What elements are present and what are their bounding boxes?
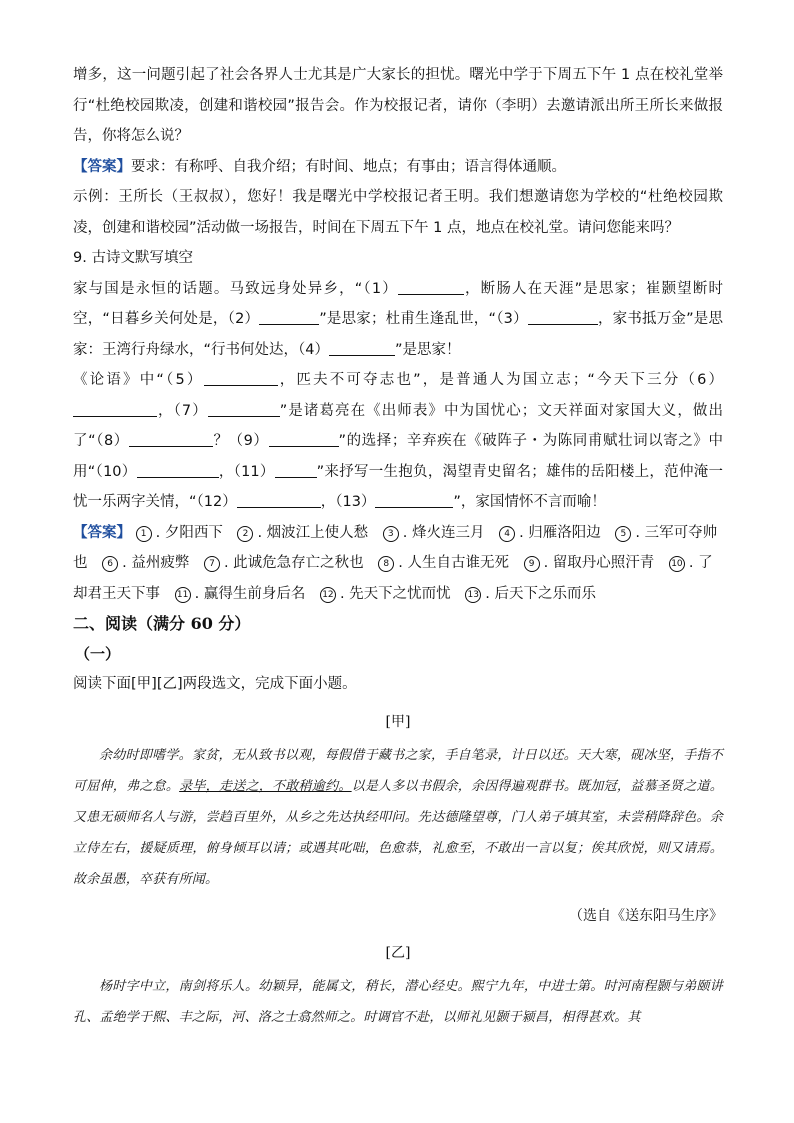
answer-item: 11 . 赢得生前身后名 (175, 586, 306, 602)
circled-number-6: 6 (102, 556, 118, 572)
circled-number-7: 7 (204, 556, 220, 572)
answer-item: 6 . 益州疲弊 (102, 555, 189, 571)
q9-text: ”是思家；杜甫生逢乱世，“（3） (319, 311, 528, 327)
answer-item: 2 . 烟波江上使人愁 (237, 525, 368, 541)
blank-3[interactable] (528, 308, 598, 325)
q9-text: ，匹夫不可夺志也”，是普通人为国立志；“今天下三分（6） (277, 372, 723, 388)
blank-7[interactable] (208, 400, 280, 417)
answer-item: 3 . 烽火连三月 (383, 525, 485, 541)
passage-jia-source: （选自《送东阳马生序》 (569, 907, 723, 924)
answer-item: 12 . 先天下之忧而忧 (320, 586, 451, 602)
blank-4[interactable] (329, 339, 395, 356)
answer-item: 4 . 归雁洛阳边 (499, 525, 601, 541)
passage-jia-label: [甲] (385, 713, 411, 730)
answer-item: 8 . 人生自古谁无死 (378, 555, 509, 571)
q9-text: ”，家国情怀不言而喻！ (453, 494, 606, 510)
q9-paragraph-1 (73, 274, 723, 366)
q9-text: ”是诸葛亮在《出师表》中为国忧心；文天祥面对家国大义，做出了“（8） (73, 402, 723, 449)
answer-item: 13 . 后天下之乐而乐 (465, 586, 596, 602)
blank-13[interactable] (375, 491, 453, 508)
circled-number-11: 11 (175, 587, 191, 603)
blank-5[interactable] (204, 369, 278, 386)
blank-8[interactable] (129, 430, 213, 447)
q9-text: ”是思家！ (395, 341, 461, 358)
q9-paragraph-2 (73, 365, 723, 518)
section-heading: 二、阅读（满分 60 分） (73, 614, 251, 633)
passage-jia: 余幼时即嗜学。家贫，无从致书以观，每假借于藏书之家，手自笔录，计日以还。天大寒，砚冰坚，手指不可屈伸，弗之怠。录毕，走送之，不敢稍逾约。以是人多以书假余，余因得遍观群书。既加冠，益慕圣贤之道。又患无硕师名人与游，尝趋百里外，从乡之先达执经叩问。先达德隆望尊，门人弟子填其室，未尝稍降辞色。余立侍左右，援疑质理，俯身倾耳以请；或遇其叱咄，色愈恭，礼愈至，不敢出一言以复；俟其欣悦，则又请焉。故余虽愚，卒获有所闻。 (73, 747, 723, 887)
q8-question-text: 增多，这一问题引起了社会各界人士尤其是广大家长的担忧。曙光中学于下周五下午 1 点在校礼堂举行“杜绝校园欺凌，创建和谐校园”报告会。作为校报记者，请你（李明）去邀请派出所王所长来做报告，你将怎么说？ (73, 67, 723, 144)
blank-11[interactable] (275, 461, 317, 478)
blank-12[interactable] (237, 491, 321, 508)
blank-1[interactable] (398, 278, 464, 295)
answer-item: 1 . 夕阳西下 (136, 525, 223, 541)
q9-text: 家与国是永恒的话题。马致远身处异乡，“（1） (73, 280, 398, 297)
circled-number-2: 2 (237, 526, 253, 542)
answer-item: 9 . 留取丹心照汗青 (524, 555, 655, 571)
circled-number-4: 4 (499, 526, 515, 542)
document-page (73, 60, 723, 1033)
circled-number-8: 8 (378, 556, 394, 572)
circled-number-1: 1 (136, 526, 152, 542)
blank-10[interactable] (137, 461, 219, 478)
q9-text: ”的选择；辛弃疾在《破阵子・为陈同甫赋壮词以寄之》中用“（10） (73, 433, 723, 480)
q8-example: 示例：王所长（王叔叔），您好！我是曙光中学校报记者王明。我们想邀请您为学校的“杜绝校园欺凌，创建和谐校园”活动做一场报告，时间在下周五下午 1 点，地点在校礼堂。请问您能来吗？ (73, 189, 723, 236)
q9-text: ，（13） (320, 494, 376, 510)
passage-yi-label: [乙] (385, 944, 411, 961)
circled-number-13: 13 (465, 587, 481, 603)
answer-label: 【答案】 (73, 158, 131, 175)
blank-2[interactable] (259, 308, 319, 325)
q9-text: ，（11） (218, 463, 275, 480)
answer-item: 10 . 了却君王天下事 (73, 555, 713, 602)
answer-item: 5 . 三军可夺帅也 (73, 524, 718, 571)
q9-text: ，（7） (157, 402, 208, 419)
circled-number-10: 10 (669, 556, 685, 572)
q9-text: ？（9） (212, 433, 269, 449)
subsection-heading: （一） (75, 645, 121, 663)
q9-title: 9. 古诗文默写填空 (73, 250, 193, 266)
q9-answers (73, 518, 723, 610)
circled-number-5: 5 (615, 526, 631, 542)
q9-text: ”来抒写一生抱负，渴望青史留名；雄伟的岳阳楼上，范仲淹一忧一乐两字关情，“（12） (73, 463, 723, 510)
q9-text: 《论语》中“（5） (73, 372, 204, 388)
circled-number-9: 9 (524, 556, 540, 572)
q9-text: ，家书抵万金”是思家：王湾行舟绿水，“行书何处达，（4） (73, 311, 724, 358)
circled-number-12: 12 (320, 587, 336, 603)
passage-yi: 杨时字中立，南剑将乐人。幼颖异，能属文，稍长，潜心经史。熙宁九年，中进士第。时河南程颢与弟颐讲孔、孟绝学于熙、丰之际，河、洛之士翕然师之。时调官不赴，以师礼见颢于颍昌，相得甚欢。其 (73, 978, 723, 1025)
blank-6[interactable] (73, 400, 157, 417)
underlined-sentence: 录毕，走送之，不敢稍逾约。 (179, 778, 352, 794)
answer-label: 【答案】 (73, 524, 131, 541)
q8-answer (73, 152, 723, 183)
q9-text: ，断肠人在天涯”是思家；崔颢望断时空，“日暮乡关何处是，（2） (73, 280, 723, 327)
reading-instructions: 阅读下面[甲][乙]两段选文，完成下面小题。 (73, 676, 357, 692)
answer-item: 7 . 此诚危急存亡之秋也 (204, 555, 364, 571)
q8-answer-text: 要求：有称呼、自我介绍；有时间、地点；有事由；语言得体通顺。 (131, 158, 566, 175)
circled-number-3: 3 (383, 526, 399, 542)
blank-9[interactable] (269, 430, 339, 447)
